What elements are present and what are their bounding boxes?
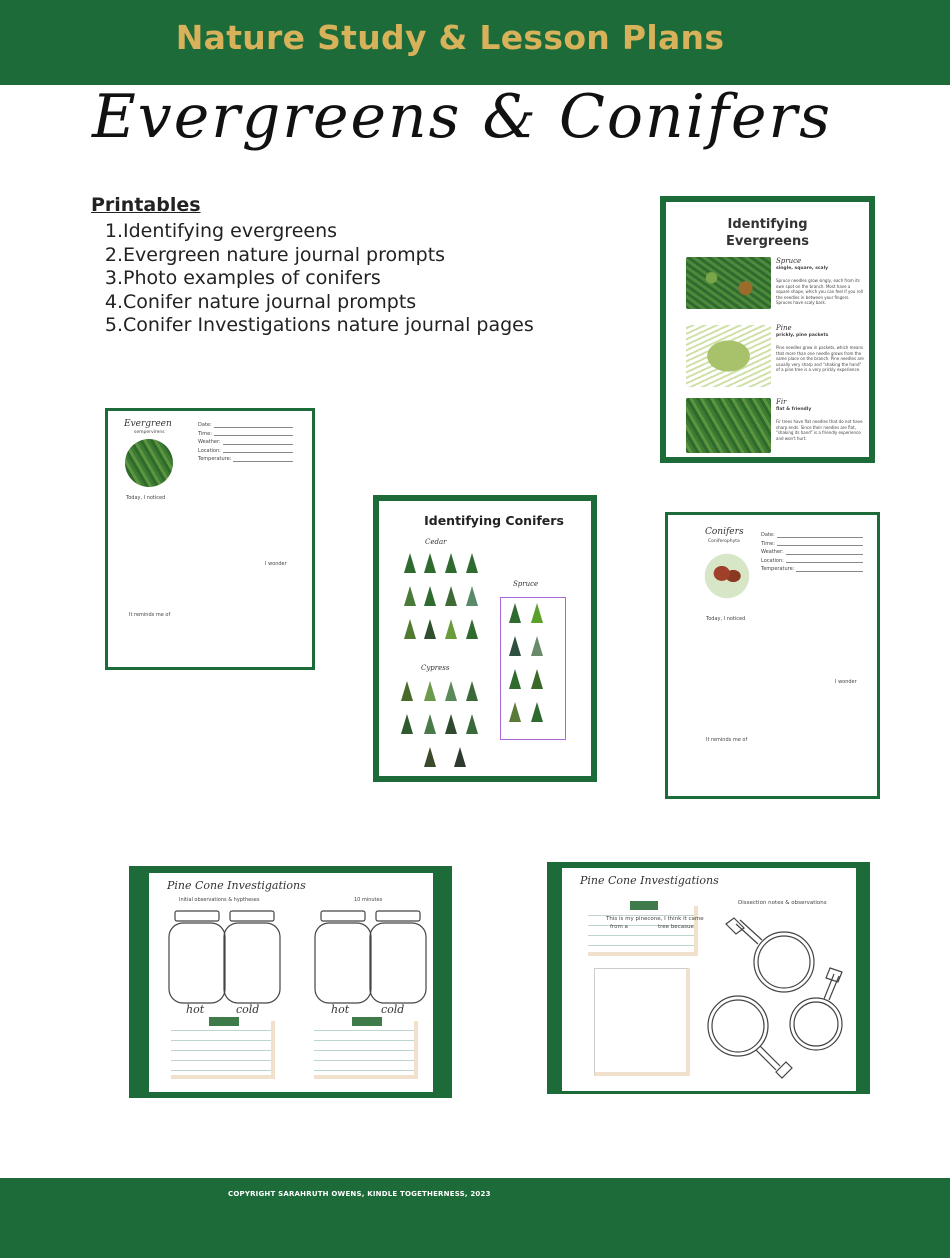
conifer-journal-subtitle: Coniferophyta [708,539,740,544]
evergreen-prompt-noticed: Today, I noticed [126,495,166,501]
evergreen-fields: Date: Time: Weather: Location: Temperature: [198,421,293,464]
tree-icon [466,586,478,606]
jar-label-cold-2: cold [381,1003,405,1016]
jar-icon [315,911,371,1003]
conifer-prompt-reminds: It reminds me of [706,737,748,743]
evergreen-journal-thumbnail [105,408,315,670]
sentence-line2-b: tree becasue [658,924,694,930]
cedar-label: Cedar [425,538,447,546]
note-card-left [171,1021,275,1079]
pinecone-left-title: Pine Cone Investigations [167,879,306,892]
tape-strip [352,1017,382,1026]
tree-icon [445,714,457,734]
jar-icon [224,911,280,1003]
jar-icon [370,911,426,1003]
identifying-conifers-thumbnail [373,495,597,782]
tree-icon [424,553,436,573]
tree-icon [531,636,543,656]
tree-icon [404,619,416,639]
fir-tagline: flat & friendly [776,407,812,412]
list-item: 4.Conifer nature journal prompts [104,290,417,313]
magnifying-glasses [696,896,856,1086]
tree-icon [531,603,543,623]
conifer-prompt-noticed: Today, I noticed [706,616,746,622]
tree-icon [509,603,521,623]
tree-icon [404,586,416,606]
tree-icon [424,714,436,734]
page-title: Evergreens & Conifers [92,82,833,152]
tree-icon [404,553,416,573]
evergreen-prompt-wonder: I wonder [265,561,287,567]
spruce-photo [686,257,771,309]
pine-text: Pine needles grow in packets, which means that more than one needle grows from the same place on the branch. Pine needles are usually very sharp and "shaking the hand" of a pine tree is a very prickly experience. [776,345,864,372]
spruce-tagline: single, square, scaly [776,266,829,271]
jar-label-hot: hot [186,1003,205,1016]
evergreen-journal-subtitle: sempervirens [134,430,165,435]
tree-icon [424,747,436,767]
pinecone-dissection-thumbnail [547,862,870,1094]
tree-icon [401,714,413,734]
magnifying-glass-icon [726,918,814,992]
jar-icon [169,911,225,1003]
tree-icon [509,636,521,656]
header-title: Nature Study & Lesson Plans [175,18,725,57]
spruce-label: Spruce [513,580,539,588]
conifer-circle-photo [701,550,753,602]
printables-section [91,194,611,338]
tree-icon [401,681,413,701]
identifying-evergreens-thumbnail [660,196,875,463]
conifers-thumb-title: Identifying Conifers [424,513,564,528]
jar-illustrations [149,909,433,1039]
tree-icon [454,747,466,767]
tree-icon [531,669,543,689]
tape-strip [209,1017,239,1026]
list-item: 1.Identifying evergreens [104,220,338,242]
tree-icon [466,714,478,734]
spruce-text: Spruce needles grow singly, each from its own spot on the branch. Most have a square shape, which you can feel if you roll the needles in between your fingers. Spruces have scaly bark. [776,278,863,305]
sentence-line1: This is my pinecone, I think it came [606,916,704,922]
pine-name: Pine [776,324,792,332]
conifer-journal-thumbnail [665,512,880,799]
pinecone-dissection-sheet [562,868,856,1091]
tree-icon [445,619,457,639]
tree-icon [424,681,436,701]
tree-icon [445,586,457,606]
printables-list [91,220,611,338]
pine-photo [686,325,771,387]
tree-icon [445,681,457,701]
evergreen-journal-title: Evergreen [124,419,172,429]
tree-icon [466,553,478,573]
printables-heading: Printables [91,194,201,216]
tree-icon [466,619,478,639]
conifer-journal-title: Conifers [705,527,744,537]
tree-icon [445,553,457,573]
tree-icon [424,619,436,639]
jar-label-cold: cold [236,1003,260,1016]
pinecone-jars-sheet [149,873,433,1092]
evergreen-circle-photo [125,439,173,487]
conifer-prompt-wonder: I wonder [835,679,857,685]
magnifying-glass-icon [708,996,792,1078]
fir-photo [686,398,771,453]
magnifying-glass-icon [790,968,842,1050]
tree-icon [509,669,521,689]
tree-icon [466,681,478,701]
evergreens-thumb-title: Identifying Evergreens [726,217,809,249]
tree-icon [424,586,436,606]
footer-copyright: COPYRIGHT SARAHRUTH OWENS, KINDLE TOGETHERNESS, 2023 [228,1190,491,1198]
cypress-label: Cypress [421,664,450,672]
pine-tagline: prickly, pine packets [776,333,829,338]
fir-text: Fir trees have flat needles that do not have sharp ends. Since their needles are flat, "shaking its hand" is a friendly experience and won't hurt. [776,419,863,441]
tree-icon [531,702,543,722]
fir-name: Fir [776,398,787,406]
list-item: 3.Photo examples of conifers [104,267,381,289]
evergreen-prompt-reminds: It reminds me of [129,612,171,618]
pinecone-left-initial-label: Initial observations & hyptheses [179,897,260,903]
tape-strip [630,901,658,910]
jar-label-hot-2: hot [331,1003,350,1016]
sentence-card [588,906,704,956]
pinecone-jars-thumbnail [129,866,452,1098]
drawing-box [594,968,690,1076]
spruce-name: Spruce [776,257,802,265]
sentence-line2-a: from a [610,924,628,930]
dissection-label: Dissection notes & observations [738,900,827,906]
tree-icon [509,702,521,722]
pinecone-right-title: Pine Cone Investigations [580,874,719,887]
list-item: 5.Conifer Investigations nature journal pages [104,314,534,336]
conifer-fields: Date: Time: Weather: Location: Temperature: [761,531,863,574]
list-item: 2.Evergreen nature journal prompts [104,243,446,266]
note-card-right [314,1021,418,1079]
pinecone-left-minutes-label: 10 minutes [354,897,383,903]
